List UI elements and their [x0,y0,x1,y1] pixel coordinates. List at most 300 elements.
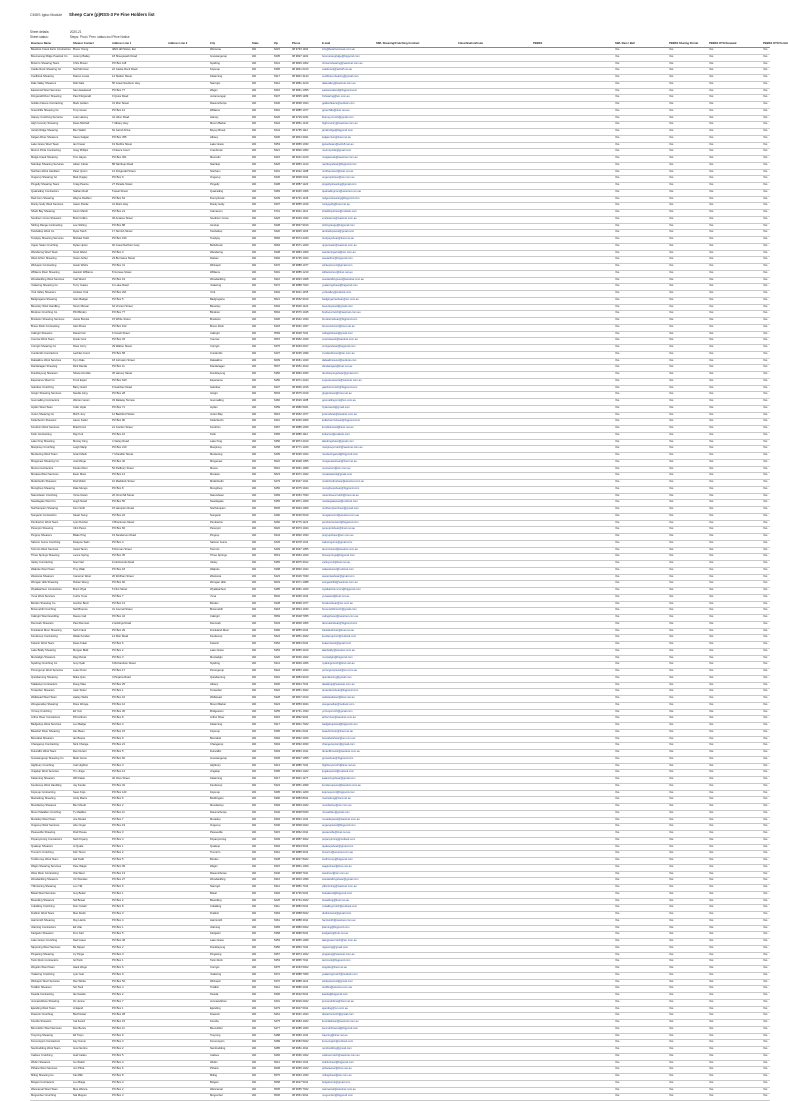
email-cell[interactable]: dowerincrutch@gmail.com [321,1013,375,1020]
email-cell[interactable]: boscabelshear@wn.com.au [321,736,375,743]
table-cell: Yes [614,702,668,709]
table-cell [532,574,614,581]
email-cell[interactable]: badgingarrashear@wn.com.au [321,297,375,304]
email-cell[interactable]: calingiriwool@westnet.com.au [321,615,375,622]
email-cell[interactable]: wickepincont@gmail.com [321,264,375,271]
email-cell[interactable]: denmarkshear@bigpond.com [321,621,375,628]
table-cell: Yes [762,736,770,743]
table-cell: Sam Eastwood [72,88,111,95]
email-cell[interactable]: lharvey.crutch@gmail.com [321,115,375,122]
email-cell[interactable]: lakegracecrutch@wn.com.au [321,939,375,946]
table-cell: Yes [668,297,708,304]
email-cell[interactable]: kojonupcont@bigpond.com [321,790,375,797]
email-cell[interactable]: walpolewool@outlook.com [321,567,375,574]
email-cell[interactable]: nembudding@gmail.com [321,1047,375,1054]
table-cell: WA [251,804,273,811]
table-cell [167,75,209,82]
email-cell[interactable]: porongurupwool@wn.com.au [321,669,375,676]
email-cell[interactable]: highburycrutch@iinet.net.au [321,763,375,770]
email-cell[interactable]: jingalupwool@outlook.com [321,770,375,777]
email-cell[interactable]: qualeupshear@gmail.com [321,844,375,851]
email-cell[interactable]: kukerinwool@gmail.com [321,642,375,649]
email-cell[interactable]: popanyinning@outlook.com [321,837,375,844]
table-cell: Michael Todd [72,237,111,244]
table-cell [375,736,457,743]
email-cell[interactable]: hydenwool@gmail.com [321,405,375,412]
table-cell: Yes [668,567,708,574]
table-cell [375,399,457,406]
table-cell: Yes [708,635,762,642]
table-cell: 08 9880 6022 [291,925,321,932]
email-cell[interactable]: lgwoolteam@activ8.net.au [321,142,375,149]
email-cell[interactable]: kondininwool@iinet.net.au [321,426,375,433]
table-cell: 40 Clive Street [111,777,167,784]
table-cell [457,844,532,851]
email-cell[interactable]: mooracont@wn.com.au [321,466,375,473]
table-cell: PO Box 3 [111,655,167,662]
email-cell[interactable]: woogenellup@outlook.com [321,702,375,709]
table-cell [167,918,209,925]
table-cell: Yes [668,716,708,723]
email-cell[interactable]: brucerockcont@iinet.net.au [321,324,375,331]
table-cell [167,1047,209,1054]
table-cell: Yes [708,797,762,804]
email-cell[interactable]: duranillinwool@westnet.com.au [321,750,375,757]
table-cell: Tambellup [209,230,251,237]
email-cell[interactable]: quairadingcont@westnet.com.au [321,189,375,196]
email-cell[interactable]: kellerberrinshear@bigpond.com [321,419,375,426]
table-cell: 08 9834 1011 [291,817,321,824]
email-cell[interactable]: greenhills@iinet.net.au [321,108,375,115]
table-row [30,1006,770,1013]
table-cell [532,1060,614,1067]
table-cell: Dale Mungo [72,486,111,493]
table-cell [375,250,457,257]
table-cell: 6516 [273,412,291,419]
email-cell[interactable]: threesprings@bigpond.com [321,554,375,561]
email-cell[interactable]: wyalkatchemcont@bigpond.com [321,588,375,595]
email-cell[interactable]: ginginshear@iinet.net.au [321,392,375,399]
table-cell: 08 9888 3011 [291,851,321,858]
table-cell: PO Box 6 [111,885,167,892]
table-cell: 20 Wolfram Street [111,574,167,581]
table-row [30,736,770,743]
table-cell [375,993,457,1000]
email-cell[interactable]: dalevalley@westnet.com.au [321,81,375,88]
email-cell[interactable]: wickepinwool@gmail.com [321,979,375,986]
email-cell[interactable]: toodyayshear@iinet.net.au [321,237,375,244]
email-cell[interactable]: ongerupshear@wn.com.au [321,176,375,183]
table-cell: Miling Shearing Co [30,1074,72,1081]
table-cell [167,54,209,61]
email-cell[interactable]: moodiarrup@wn.com.au [321,804,375,811]
email-cell[interactable]: williamsriver@iinet.net.au [321,270,375,277]
email-cell[interactable]: jennacubbine@iinet.net.au [321,999,375,1006]
table-cell: 08 9576 1045 [291,311,321,318]
email-cell[interactable]: highcountry@westnet.com.au [321,122,375,129]
table-cell: Ben Walsh [72,129,111,136]
table-cell: 08 9833 1022 [291,770,321,777]
email-cell[interactable]: jurienshear@westnet.com.au [321,412,375,419]
email-cell[interactable]: tincurrin@westnet.com.au [321,851,375,858]
table-cell: Yes [668,837,708,844]
email-cell[interactable]: goomallingcont@wn.com.au [321,399,375,406]
email-cell[interactable]: marradong@iinet.net.au [321,797,375,804]
email-cell[interactable]: sharkbayshear@outlook.com [321,210,375,217]
email-cell[interactable]: nyabingcrutch@iinet.net.au [321,662,375,669]
email-cell[interactable]: bordenshear@wn.com.au [321,601,375,608]
table-cell [457,918,532,925]
email-cell[interactable]: jitarning@bigpond.com [321,925,375,932]
table-cell: Walpole Wool Team [30,567,72,574]
table-cell: Yes [708,432,762,439]
table-cell [375,1040,457,1047]
email-cell[interactable]: milingshear@wn.com.au [321,1074,375,1081]
table-cell: Frankland River [209,628,251,635]
email-cell[interactable]: trayning@iinet.net.au [321,1033,375,1040]
email-cell[interactable]: gnowshear@bigpond.com [321,756,375,763]
email-cell[interactable]: arthurriver@westnet.com.au [321,716,375,723]
email-cell[interactable]: woodanillingwool@westnet.com.au [321,277,375,284]
email-cell[interactable]: rockygully@iinet.net.au [321,203,375,210]
email-cell[interactable]: kununoppin@outlook.com [321,1040,375,1047]
email-cell[interactable]: wogolin@iinet.net.au [321,966,375,973]
email-cell[interactable]: kweda@bigpond.com [321,993,375,1000]
email-cell[interactable]: coolbinia.shearing@gmail.com [321,75,375,82]
table-cell: 6394 [273,736,291,743]
table-cell: WA [251,216,273,223]
email-cell[interactable]: pingrupshear@wn.com.au [321,534,375,541]
table-cell: 08 9829 1002 [291,61,321,68]
email-cell[interactable]: upperswan@westnet.com.au [321,243,375,250]
table-cell [532,135,614,142]
table-row [30,534,770,541]
table-cell: Yes [614,108,668,115]
email-cell[interactable]: yealeringshear@bigpond.com [321,284,375,291]
email-cell[interactable]: stirlingrange@bigpond.com [321,223,375,230]
table-row [30,162,770,169]
email-cell[interactable]: quindanning@gmail.com [321,675,375,682]
table-cell: Yes [614,837,668,844]
email-cell[interactable]: corriginshear@bigpond.com [321,345,375,352]
table-cell: Yes [762,284,770,291]
table-cell [457,453,532,460]
email-cell[interactable]: dalwallinuwool@outlook.com [321,358,375,365]
email-cell[interactable]: ongerupwool@bigpond.com [321,824,375,831]
table-cell: Yes [762,216,770,223]
email-cell[interactable]: bencubbinwool@bigpond.com [321,1026,375,1033]
table-cell [167,689,209,696]
email-cell[interactable]: pingaring@westnet.com.au [321,952,375,959]
table-cell: Coolbinia Shearing [30,75,72,82]
table-cell: Hugh Newd [72,500,111,507]
email-cell[interactable]: broomehillcrutch@gmail.com [321,608,375,615]
email-cell[interactable]: pembertonwool@bigpond.com [321,520,375,527]
email-cell[interactable]: nungarincont@westnet.com.au [321,513,375,520]
email-cell[interactable]: tamminwool@westnet.com.au [321,547,375,554]
email-cell[interactable]: harrismith@westnet.com.au [321,918,375,925]
email-cell[interactable]: westriver@wn.com.au [321,871,375,878]
table-cell: PO Box 4 [111,540,167,547]
table-cell: Boscabel Shearers [30,736,72,743]
table-cell: Yes [614,959,668,966]
email-cell[interactable]: mogumber@bigpond.com [321,1094,375,1101]
email-cell[interactable]: franklandriver@iinet.net.au [321,628,375,635]
email-cell[interactable]: mingenewshear@iinet.net.au [321,459,375,466]
table-cell: 92 Great Northern Hwy [111,243,167,250]
table-cell: WA [251,716,273,723]
email-cell[interactable]: cbrownshearing@westnet.com.au [321,61,375,68]
email-cell[interactable]: coorowwool@westnet.com.au [321,338,375,345]
table-cell: Yes [762,648,770,655]
table-row [30,689,770,696]
table-row [30,581,770,588]
email-cell[interactable]: toolibin@westnet.com.au [321,986,375,993]
email-cell[interactable]: katanningshear@gmail.com [321,777,375,784]
table-cell [375,777,457,784]
email-cell[interactable]: wonganhills@westnet.com.au [321,581,375,588]
table-cell [375,446,457,453]
table-cell: PO Box 9 [111,736,167,743]
email-cell[interactable]: mtmadden@gmail.com [321,810,375,817]
email-cell[interactable]: wubinshear@bigpond.com [321,1060,375,1067]
email-cell[interactable]: changerupcont@gmail.com [321,743,375,750]
table-cell: Yes [708,1013,762,1020]
table-cell: Yes [614,770,668,777]
table-cell: WA [251,324,273,331]
email-cell[interactable]: cuballingcrutch@outlook.com [321,905,375,912]
email-cell[interactable]: bokalwool@bigpond.com [321,891,375,898]
email-cell[interactable]: muntadgin@bigpond.com [321,655,375,662]
email-cell[interactable]: yornupcrutch@gmail.com [321,709,375,716]
table-cell: PO Box 5 [111,750,167,757]
table-cell: Daniel Cal [72,331,111,338]
table-cell [532,547,614,554]
table-row [30,75,770,82]
table-cell: WA [251,615,273,622]
table-cell [167,237,209,244]
email-cell[interactable]: pitharawool@iinet.net.au [321,1067,375,1074]
table-cell: PO Box 77 [111,88,167,95]
table-cell: 08 9934 1066 [291,507,321,514]
email-cell[interactable]: wanderingwool@wn.com.au [321,250,375,257]
table-cell [457,864,532,871]
table-cell [532,513,614,520]
table-cell: WA [251,939,273,946]
email-cell[interactable]: piesseville@iinet.net.au [321,831,375,838]
email-cell[interactable]: narembeencrutch@iinet.net.au [321,493,375,500]
table-cell: PO Box 2 [111,945,167,952]
table-cell: Yes [708,898,762,905]
email-cell[interactable]: varleycont@iinet.net.au [321,561,375,568]
email-cell[interactable]: munglinupshear@bigpond.com [321,486,375,493]
table-cell [457,399,532,406]
table-cell [532,345,614,352]
email-cell[interactable]: kendenupwool@westnet.com.au [321,783,375,790]
email-cell[interactable]: bindooncrutch@westnet.com.au [321,311,375,318]
table-cell: Yes [668,743,708,750]
table-cell: Troy Walp [72,567,111,574]
email-cell[interactable]: eastwoodwool@bigpond.com [321,88,375,95]
email-cell[interactable]: gairdnercrutch@bigpond.com [321,385,375,392]
email-cell[interactable]: goldenfleece@outlook.com [321,102,375,109]
table-row [30,669,770,676]
email-cell[interactable]: yunawool@iinet.net.au [321,594,375,601]
table-cell: Yes [708,156,762,163]
email-cell[interactable]: castlerock@activ8.net.au [321,68,375,75]
table-cell [167,466,209,473]
email-cell[interactable]: cadouxcrutch@westnet.com.au [321,1053,375,1060]
email-cell[interactable]: dumbleyungshear@gmail.com [321,372,375,379]
email-cell[interactable]: esperancewool@westnet.com.au [321,378,375,385]
table-cell: Yes [708,993,762,1000]
table-cell: Yes [614,581,668,588]
table-cell [532,561,614,568]
table-cell: 08 9834 5011 [291,844,321,851]
email-cell[interactable]: yorkvalley@outlook.com [321,291,375,298]
table-cell: Yes [668,581,708,588]
table-cell: Yes [668,385,708,392]
email-cell[interactable]: bolgartcont@gmail.com [321,1080,375,1087]
email-cell[interactable]: kalganriver@iinet.net.au [321,135,375,142]
table-cell: Yes [762,257,770,264]
table-cell: Yes [668,783,708,790]
table-cell: Bearfoot Creek Farm Contractors [30,48,72,55]
email-cell[interactable]: jarrahridge@bigpond.com [321,129,375,136]
email-cell[interactable]: frshearing@wn.com.au [321,95,375,102]
email-cell[interactable]: kulincont@outlook.com [321,432,375,439]
email-cell[interactable]: merinopride@gmail.com [321,149,375,156]
table-cell [532,500,614,507]
table-cell: Yes [708,1087,762,1094]
email-cell[interactable]: dandaragan@iinet.net.au [321,365,375,372]
table-cell: Yes [668,331,708,338]
email-cell[interactable]: salmongums@gmail.com [321,540,375,547]
table-cell: Yes [708,851,762,858]
email-cell[interactable]: perenjorishear@iinet.net.au [321,527,375,534]
table-cell: WA [251,250,273,257]
table-cell: Quindanning [209,675,251,682]
email-cell[interactable]: tenterdenshear@bigpond.com [321,689,375,696]
email-cell[interactable]: pingellyshearing@gmail.com [321,183,375,190]
table-cell: PO Box 3 [111,1040,167,1047]
email-cell[interactable]: mukinbudinshear@westnet.com.au [321,480,375,487]
email-cell[interactable]: westoniashear@gmail.com [321,574,375,581]
email-cell[interactable]: takalarup@westnet.com.au [321,682,375,689]
table-cell: Yes [614,939,668,946]
table-cell: Luke Poron [72,669,111,676]
table-cell: Manjimup Crutching [30,446,72,453]
table-cell: 6306 [273,318,291,325]
table-cell [532,284,614,291]
table-cell: Yes [708,817,762,824]
table-cell [532,88,614,95]
table-cell: Tambellup Wool Co [30,230,72,237]
email-cell[interactable]: manjimupcrutch@westnet.com.au [321,446,375,453]
email-cell[interactable]: morawawool@gmail.com [321,473,375,480]
email-cell[interactable]: toolbrunup@bigpond.com [321,858,375,865]
email-cell[interactable]: cunderdincont@wn.com.au [321,351,375,358]
email-cell[interactable]: tarinrock@bigpond.com [321,959,375,966]
table-cell: Yes [762,122,770,129]
table-cell: 08 9827 8022 [291,858,321,865]
table-row [30,426,770,433]
email-cell[interactable]: info@bearfootcreek.com.au [321,48,375,55]
table-cell: Yes [762,1060,770,1067]
email-cell[interactable]: wellsteadwool@iinet.net.au [321,696,375,703]
table-cell: 6418 [273,324,291,331]
email-cell[interactable]: koordashear@westnet.com.au [321,1020,375,1027]
table-cell: Yes [762,871,770,878]
email-cell[interactable]: yealeringcrutch@outlook.com [321,972,375,979]
email-cell[interactable]: tambellupwool@gmail.com [321,230,375,237]
email-cell[interactable]: redgumshearing@bigpond.com [321,196,375,203]
email-cell[interactable]: boomerangridge@bigpond.com [321,54,375,61]
table-cell: 08 9863 4033 [291,372,321,379]
email-cell[interactable]: brooktonshear@bigpond.com [321,318,375,325]
table-cell: WA [251,1060,273,1067]
email-cell[interactable]: mulgacreek@westnet.com.au [321,156,375,163]
table-cell: Yes [762,642,770,649]
table-cell: Rob Dale [72,81,111,88]
email-cell[interactable]: dudininwool@gmail.com [321,912,375,919]
table-cell: 6358 [273,932,291,939]
email-cell[interactable]: northamwool@iinet.net.au [321,169,375,176]
email-cell[interactable]: beverleywool@gmail.com [321,304,375,311]
table-cell: Yes [762,891,770,898]
email-cell[interactable]: yilliminning@westnet.com.au [321,885,375,892]
email-cell[interactable]: kendenupcont@outlook.com [321,635,375,642]
table-cell: Yes [762,905,770,912]
email-cell[interactable]: beaufortriver@iinet.net.au [321,729,375,736]
email-cell[interactable]: northamptonshear@gmail.com [321,507,375,514]
email-cell[interactable]: meckeringwool@bigpond.com [321,453,375,460]
table-cell: Popanyinning Contractors [30,837,72,844]
table-row [30,1080,770,1087]
table-cell [167,419,209,426]
email-cell[interactable]: lakebiddy@westnet.com.au [321,648,375,655]
table-cell: Yes [668,1067,708,1074]
email-cell[interactable]: woodanillingshear@gmail.com [321,878,375,885]
email-cell[interactable]: narrikupshear@bigpond.com [321,162,375,169]
table-cell: WA [251,777,273,784]
table-cell: Muradup Wool Team [30,817,72,824]
email-cell[interactable]: muradupwool@westnet.com.au [321,817,375,824]
email-cell[interactable]: bowelling@iinet.net.au [321,898,375,905]
email-cell[interactable]: calingirishear@gmail.com [321,331,375,338]
email-cell[interactable]: lakekingshear@gmail.com [321,439,375,446]
table-cell [167,311,209,318]
table-cell [167,972,209,979]
table-cell: 6353 [273,648,291,655]
table-cell: Yes [762,149,770,156]
email-cell[interactable]: ejanding@wn.com.au [321,1006,375,1013]
email-cell[interactable]: westarthur@bigpond.com [321,257,375,264]
table-cell: 08 9683 5022 [291,1040,321,1047]
email-cell[interactable]: nippering@gmail.com [321,945,375,952]
table-cell: Yes [762,527,770,534]
table-row [30,270,770,277]
table-cell [167,925,209,932]
email-cell[interactable]: karlgarin@iinet.net.au [321,932,375,939]
email-cell[interactable]: waginshear@iinet.net.au [321,864,375,871]
email-cell[interactable]: newdegatewool@outlook.com [321,500,375,507]
email-cell[interactable]: wannamal@westnet.com.au [321,1087,375,1094]
email-cell[interactable]: badgebupwool@bigpond.com [321,723,375,730]
table-cell [457,284,532,291]
table-cell: Broomehill [209,608,251,615]
email-cell[interactable]: sxshearers@westnet.com.au [321,216,375,223]
